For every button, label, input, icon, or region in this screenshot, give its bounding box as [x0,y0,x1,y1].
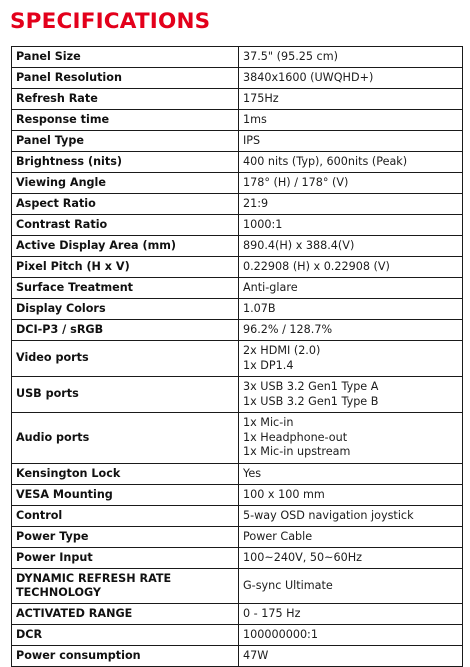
spec-label: Panel Type [12,131,239,152]
spec-label: Power Input [12,548,239,569]
spec-label: USB ports [12,377,239,413]
spec-value [239,548,463,569]
spec-label: Audio ports [12,413,239,464]
spec-value [239,299,463,320]
spec-value-line: 21:9 [243,196,269,210]
spec-row [12,299,463,320]
spec-label: Pixel Pitch (H x V) [12,257,239,278]
spec-value [239,152,463,173]
spec-label: Power Type [12,527,239,548]
spec-row [12,215,463,236]
spec-row [12,47,463,68]
spec-row [12,320,463,341]
spec-value-line: 0 - 175 Hz [243,606,301,620]
spec-value-line: 3840x1600 (UWQHD+) [243,70,374,84]
spec-row [12,131,463,152]
spec-value-line: 400 nits (Typ), 600nits (Peak) [243,154,408,168]
spec-row [12,173,463,194]
spec-label: Kensington Lock [12,464,239,485]
spec-value-line: 47W [243,648,269,662]
spec-label: Viewing Angle [12,173,239,194]
spec-value [239,320,463,341]
spec-row [12,152,463,173]
spec-value [239,377,463,413]
spec-label: Video ports [12,341,239,377]
spec-value-line: 178° (H) / 178° (V) [243,175,349,189]
spec-label: Control [12,506,239,527]
spec-value-line: Anti-glare [243,280,298,294]
spec-value [239,485,463,506]
spec-label: Display Colors [12,299,239,320]
spec-value [239,257,463,278]
spec-row [12,548,463,569]
spec-value-line: 5-way OSD navigation joystick [243,508,414,522]
spec-label: DCR [12,625,239,646]
spec-value [239,47,463,68]
spec-row [12,236,463,257]
spec-value [239,110,463,131]
spec-label: DCI-P3 / sRGB [12,320,239,341]
spec-row [12,68,463,89]
spec-label: Power consumption [12,646,239,667]
spec-value-line: 1x Mic-in upstream [243,445,351,459]
spec-row [12,413,463,464]
spec-value-line: 175Hz [243,91,279,105]
spec-value-line: Yes [243,466,262,480]
spec-label: Response time [12,110,239,131]
spec-label: ACTIVATED RANGE [12,604,239,625]
spec-value [239,569,463,604]
spec-value-line: IPS [243,133,261,147]
spec-value [239,194,463,215]
spec-row [12,257,463,278]
page-title: SPECIFICATIONS [10,9,211,34]
spec-value-line: 100000000:1 [243,627,318,641]
spec-label: Panel Resolution [12,68,239,89]
spec-label: DYNAMIC REFRESH RATE TECHNOLOGY [12,569,239,604]
spec-value [239,215,463,236]
spec-row [12,377,463,413]
spec-row [12,569,463,604]
spec-value-line: 3x USB 3.2 Gen1 Type A [243,379,379,393]
spec-value-line: 0.22908 (H) x 0.22908 (V) [243,259,390,273]
spec-value-line: 37.5" (95.25 cm) [243,49,338,63]
spec-value-line: 1x DP1.4 [243,358,294,372]
spec-value-line: 1ms [243,112,267,126]
spec-label: Refresh Rate [12,89,239,110]
spec-row [12,110,463,131]
spec-row [12,341,463,377]
spec-value [239,464,463,485]
spec-value-line: 96.2% / 128.7% [243,322,333,336]
spec-value-line: 1.07B [243,301,276,315]
spec-value [239,173,463,194]
spec-label: Aspect Ratio [12,194,239,215]
spec-row [12,278,463,299]
spec-value-line: Power Cable [243,529,313,543]
spec-value-line: 1x Mic-in [243,416,294,430]
spec-value [239,341,463,377]
spec-row [12,194,463,215]
spec-row [12,604,463,625]
spec-value [239,236,463,257]
spec-label: Active Display Area (mm) [12,236,239,257]
spec-value [239,89,463,110]
spec-table-body [12,47,463,667]
spec-value [239,131,463,152]
spec-value-line: G-sync Ultimate [243,578,333,592]
spec-label: Panel Size [12,47,239,68]
spec-value [239,625,463,646]
spec-row [12,625,463,646]
spec-label: Contrast Ratio [12,215,239,236]
spec-value [239,68,463,89]
spec-value [239,278,463,299]
spec-value-line: 1x USB 3.2 Gen1 Type B [243,394,379,408]
spec-value [239,527,463,548]
spec-value-line: 1000:1 [243,217,283,231]
spec-row [12,485,463,506]
spec-value-line: 1x Headphone-out [243,430,348,444]
spec-label: Surface Treatment [12,278,239,299]
spec-value [239,506,463,527]
spec-value [239,413,463,464]
spec-table [11,46,463,667]
spec-value-line: 2x HDMI (2.0) [243,343,321,357]
spec-value-line: 100~240V, 50~60Hz [243,550,362,564]
spec-row [12,646,463,667]
spec-label: Brightness (nits) [12,152,239,173]
spec-row [12,506,463,527]
spec-value-line: 100 x 100 mm [243,487,325,501]
spec-value [239,604,463,625]
spec-label: VESA Mounting [12,485,239,506]
spec-value [239,646,463,667]
spec-row [12,464,463,485]
spec-row [12,89,463,110]
spec-row [12,527,463,548]
spec-value-line: 890.4(H) x 388.4(V) [243,238,355,252]
